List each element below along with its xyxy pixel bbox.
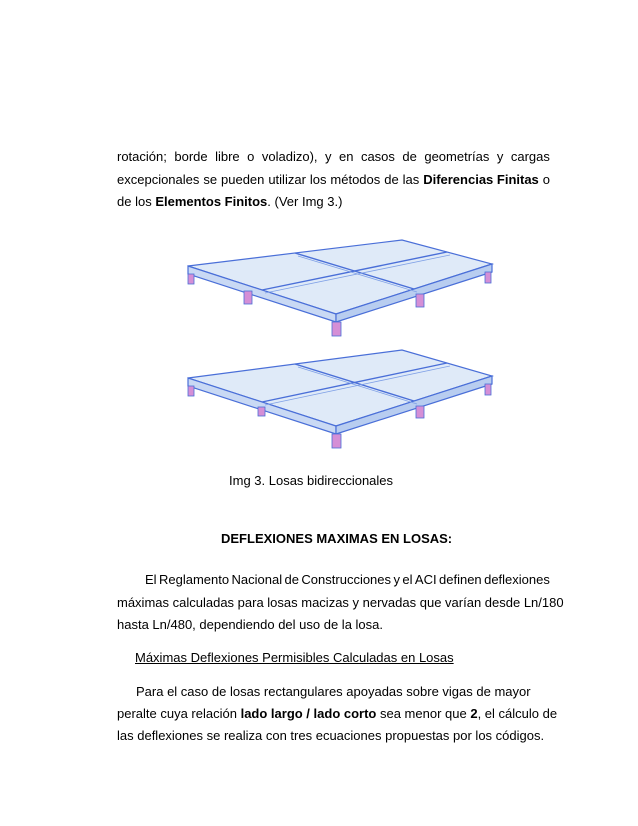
word: se bbox=[203, 172, 218, 187]
slab-2 bbox=[188, 350, 492, 448]
word: definen bbox=[439, 572, 482, 587]
word: cargas bbox=[510, 149, 550, 164]
word: utilizar bbox=[268, 172, 306, 187]
text: sea menor que bbox=[376, 706, 471, 721]
word: excepcionales bbox=[117, 172, 200, 187]
slab-1-column bbox=[416, 294, 424, 307]
text: , el cálculo de bbox=[477, 706, 558, 721]
slab-2-column bbox=[485, 384, 491, 395]
word: en bbox=[338, 149, 354, 164]
slab-1-column bbox=[332, 322, 341, 336]
text: peralte cuya relación bbox=[117, 706, 241, 721]
slab-2-column bbox=[416, 406, 424, 418]
bold-term: 2 bbox=[470, 706, 478, 721]
paragraph-3-line-1: Para el caso de losas rectangulares apoyadas sobre vigas de mayor bbox=[136, 684, 531, 699]
word: rotación; bbox=[117, 149, 167, 164]
paragraph-2-line-2: máximas calculadas para losas macizas y nervadas que varían desde Ln/180 bbox=[117, 595, 564, 610]
slab-1-column bbox=[244, 291, 252, 304]
word: o bbox=[542, 172, 550, 187]
word: métodos bbox=[330, 172, 381, 187]
word: casos bbox=[360, 149, 395, 164]
paragraph-1-line-1 bbox=[117, 149, 550, 165]
word: las bbox=[402, 172, 420, 187]
section-heading: DEFLEXIONES MAXIMAS EN LOSAS: bbox=[221, 531, 453, 546]
bold-term: Elementos Finitos bbox=[155, 194, 268, 209]
slab-1 bbox=[188, 240, 492, 336]
word: voladizo), bbox=[261, 149, 318, 164]
slab-2-column bbox=[332, 434, 341, 448]
word: Construcciones bbox=[301, 572, 392, 587]
slab-2-column bbox=[258, 407, 265, 416]
text: . (Ver Img 3.) bbox=[267, 194, 343, 209]
word: los bbox=[309, 172, 327, 187]
word: y bbox=[325, 149, 332, 164]
bold-term: Diferencias Finitas bbox=[423, 172, 539, 187]
word: El bbox=[145, 572, 157, 587]
word: de bbox=[402, 149, 417, 164]
word: de bbox=[384, 172, 399, 187]
word: pueden bbox=[221, 172, 265, 187]
word: el bbox=[402, 572, 413, 587]
slab-2-top bbox=[188, 350, 492, 426]
paragraph-2-line-3: hasta Ln/480, dependiendo del uso de la losa. bbox=[117, 617, 383, 632]
slab-1-column bbox=[188, 274, 194, 284]
paragraph-2-line-1 bbox=[145, 572, 550, 588]
slab-figure bbox=[180, 226, 500, 462]
bold-term: lado largo / lado corto bbox=[240, 706, 377, 721]
slab-2-column bbox=[188, 386, 194, 396]
subheading: Máximas Deflexiones Permisibles Calculadas en Losas bbox=[135, 650, 454, 665]
word: o bbox=[247, 149, 255, 164]
paragraph-1-line-3 bbox=[117, 194, 342, 210]
word: borde bbox=[174, 149, 208, 164]
word: Nacional bbox=[231, 572, 283, 587]
word: Reglamento bbox=[158, 572, 230, 587]
word: y bbox=[393, 572, 400, 587]
text: de los bbox=[117, 194, 156, 209]
slab-1-column bbox=[485, 272, 491, 283]
word: ACI bbox=[414, 572, 437, 587]
word: geometrías bbox=[424, 149, 490, 164]
paragraph-3-line-3: las deflexiones se realiza con tres ecuaciones propuestas por los códigos. bbox=[117, 728, 545, 743]
word: de bbox=[284, 572, 299, 587]
word: libre bbox=[215, 149, 240, 164]
paragraph-3-line-2 bbox=[117, 706, 557, 722]
figure-caption: Img 3. Losas bidireccionales bbox=[229, 473, 394, 488]
slab-1-top bbox=[188, 240, 492, 314]
word: deflexiones bbox=[484, 572, 550, 587]
word: y bbox=[496, 149, 504, 164]
paragraph-1-line-2 bbox=[117, 172, 550, 188]
